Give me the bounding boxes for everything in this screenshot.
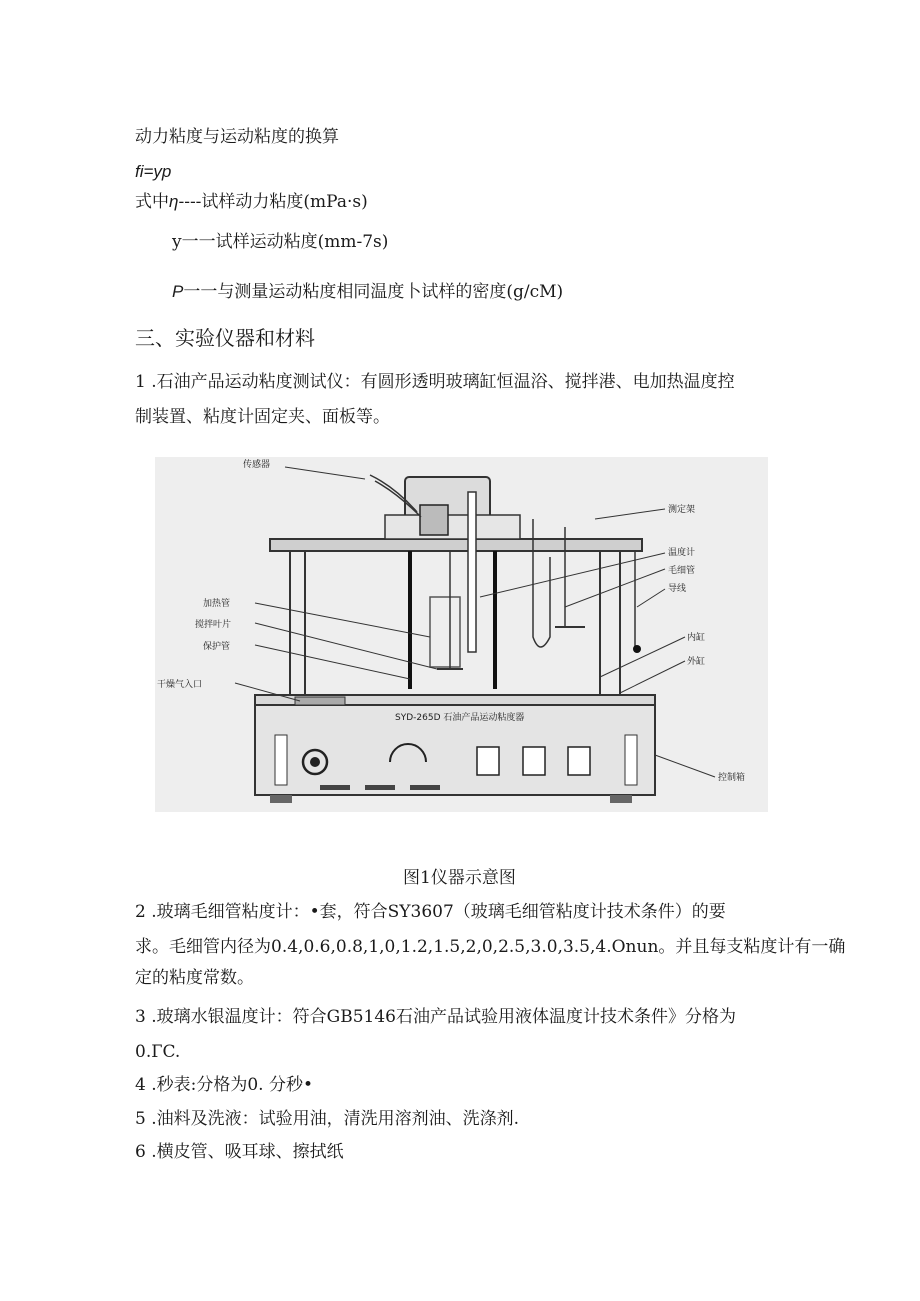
eta-symbol: η — [169, 192, 179, 211]
thermometer-tube — [468, 492, 476, 652]
label-inner-tank: 内缸 — [687, 633, 706, 643]
panel-title: SYD-265D 石油产品运动粘度器 — [395, 713, 525, 723]
label-cable: 导线 — [668, 584, 687, 594]
label-stand: 测定架 — [668, 505, 696, 515]
item-3-line-1: 3 .玻璃水银温度计：符合GB5146石油产品试验用液体温度计技术条件》分格为 — [135, 1007, 736, 1027]
label-control-box: 控制箱 — [718, 773, 746, 783]
item-2-line-2: 求。毛细管内径为0.4,0.6,0.8,1,0,1.2,1.5,2,0,2.5,3.0,3.5,4.Onun。并且每支粘度计有一确 — [135, 937, 846, 957]
item-3-line-2: 0.ГC. — [135, 1042, 181, 1062]
figure-caption: 图1仪器示意图 — [403, 868, 516, 888]
where-eta-line — [135, 190, 368, 214]
item-1-line-1: 1 .石油产品运动粘度测试仪：有圆形透明玻璃缸恒温浴、搅拌港、电加热温度控 — [135, 372, 735, 392]
item-5: 5 .油料及洗液：试验用油，清洗用溶剂油、洗涤剂. — [135, 1109, 520, 1129]
item-1-line-2: 制装置、粘度计固定夹、面板等。 — [135, 407, 390, 427]
label-sensor: 传感器 — [243, 460, 271, 470]
item-4: 4 .秒表:分格为0. 分秒• — [135, 1075, 314, 1095]
label-guard: 保护管 — [203, 642, 231, 652]
eta-description: ----试样动力粘度(mPa·s) — [178, 192, 368, 212]
item-6: 6 .横皮管、吸耳球、擦拭纸 — [135, 1142, 344, 1162]
section-title: 三、实验仪器和材料 — [135, 326, 315, 350]
conversion-heading: 动力粘度与运动粘度的换算 — [135, 127, 339, 147]
top-plate — [270, 539, 642, 551]
label-thermometer: 温度计 — [668, 548, 696, 558]
label-dry-air: 干燥气入口 — [157, 680, 203, 690]
formula: fi=yp — [135, 162, 172, 181]
rho-symbol: P — [172, 282, 184, 301]
rho-description: 一一与测量运动粘度相同温度卜试样的密度(g/cM) — [183, 282, 564, 302]
apparatus-diagram — [155, 457, 768, 812]
nu-line: y一一试样运动粘度(mm-7s) — [172, 232, 389, 252]
item-2-line-3: 定的粘度常数。 — [135, 968, 254, 988]
where-prefix: 式中 — [135, 192, 169, 212]
rho-line — [172, 280, 563, 304]
label-heater: 加热管 — [203, 599, 231, 609]
label-stirrer: 搅拌叶片 — [195, 620, 232, 630]
item-2-line-1: 2 .玻璃毛细管粘度计：•套，符合SY3607（玻璃毛细管粘度计技术条件）的要 — [135, 902, 726, 922]
label-outer-tank: 外缸 — [687, 657, 706, 667]
label-capillary: 毛细管 — [668, 566, 696, 576]
